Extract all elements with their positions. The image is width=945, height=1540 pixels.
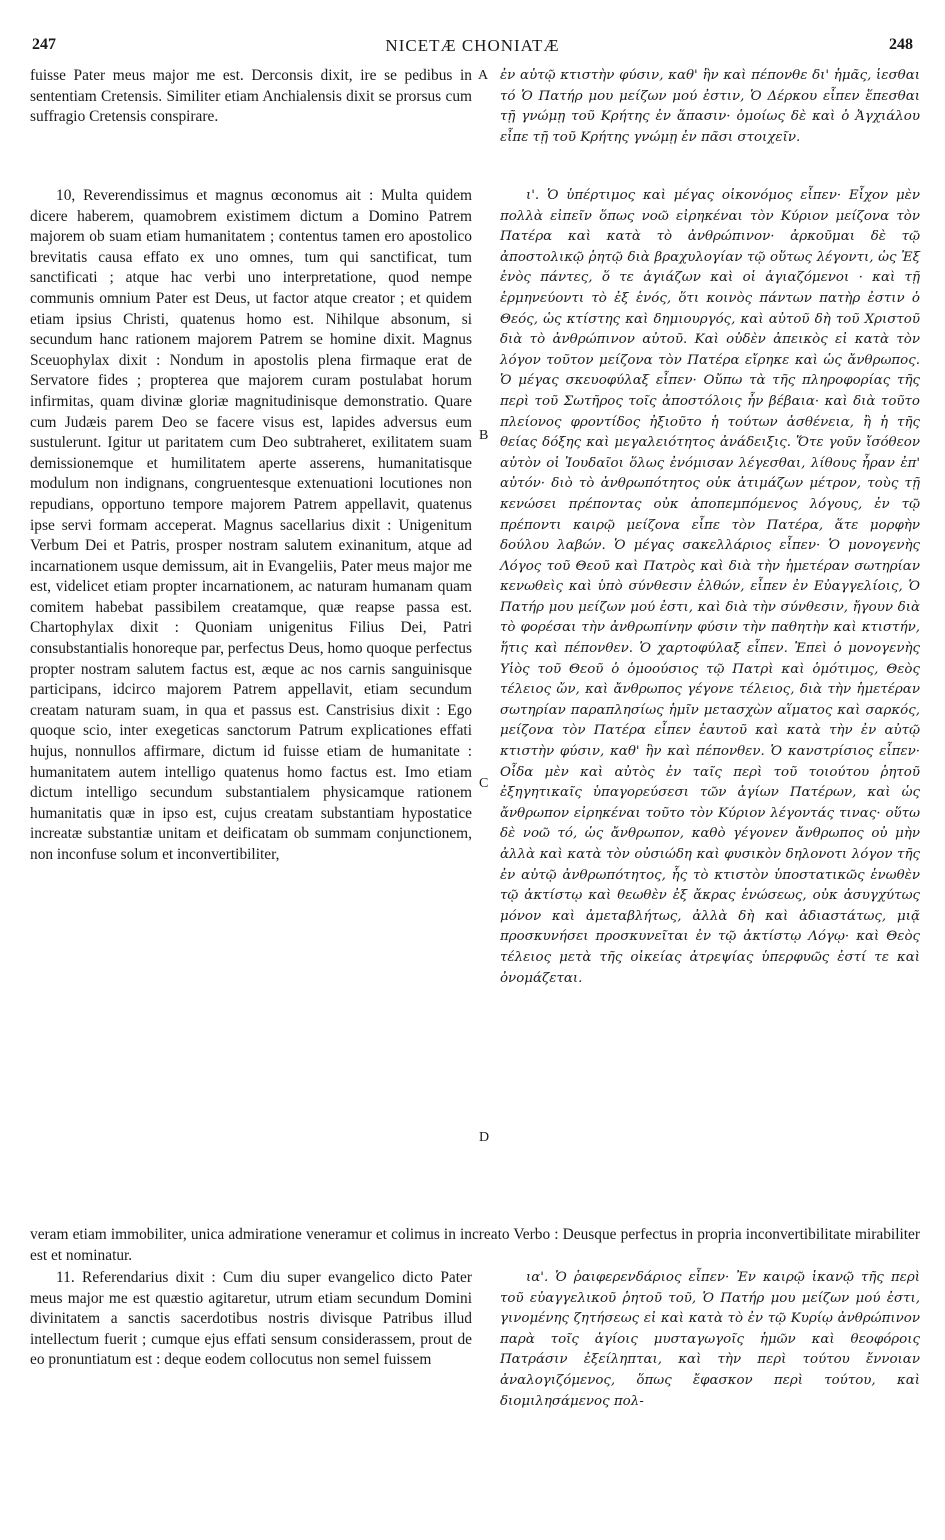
full-width-continuation: veram etiam immobiliter, unica admiratione veneramur et colimus in increato Verbo : Deusque perfectus in propria inconvertibilitate mirabiliter est et nominatur. <box>30 1226 920 1264</box>
margin-marker-b: B <box>479 428 489 443</box>
greek-paragraph-3: ια'. Ὁ ῥαιφερενδάριος εἶπεν· Ἐν καιρῷ ἱκανῷ τῆς περὶ τοῦ εὐαγγελικοῦ ῥητοῦ τοῦ, Ὁ Πατήρ μου μείζων μού ἐστι, γινομένης ζητήσεως εἰ καὶ κατὰ τὸ ἐν τῷ Κυρίῳ ἀνθρώπινον παρὰ τοῖς ἁγίοις μυσταγωγοῖς ἡμῶν καὶ θεοφόροις Πατράσιν ἐξείληπται, καὶ τὴν περὶ τούτου ἔννοιαν ἀναλογιζόμενος, ὅπως ἔφασκον περὶ τούτου, καὶ διομιλησάμενος πολ- <box>500 1270 920 1409</box>
page-header <box>32 36 913 58</box>
greek-paragraph-1: ἐν αὐτῷ κτιστὴν φύσιν, καθ' ἣν καὶ πέπονθε δι' ἡμᾶς, ἱεσθαι τό Ὁ Πατήρ μου μείζων μού ἐστιν, Ὁ Δέρκου εἶπεν ἕπεσθαι τῇ γνώμῃ τοῦ Κρήτης ἐν ἅπασιν· ὁμοίως δὲ καὶ ὁ Ἀγχιάλου εἶπε τῇ τοῦ Κρήτης γνώμῃ ἐν πᾶσι στοιχεῖν. <box>500 68 920 145</box>
margin-marker-a: A <box>478 68 489 83</box>
left-page-number: 247 <box>32 36 56 53</box>
right-page-number: 248 <box>889 36 913 53</box>
margin-marker-d: D <box>479 1130 490 1145</box>
greek-paragraph-2: ι'. Ὁ ὑπέρτιμος καὶ μέγας οἰκονόμος εἶπεν· Εἶχον μὲν πολλὰ εἰπεῖν ὅπως νοῶ εἰρηκέναι τὸν Κύριον μείζονα τὸν Πατέρα καὶ κατὰ τὸ ἀνθρώπινον· ἀρκοῦμαι δὲ τῷ ἀποστολικῷ ῥητῷ διὰ βραχυλογίαν τῷ οὕτως λέγοντι, ὡς Ἐξ ἑνὸς πάντες, ὅ τε ἁγιάζων καὶ οἱ ἁγιαζόμενοι · καὶ τῇ ἑρμηνεύοντι τὸ ἐξ ἑνός, ὅτι κοινὸς πάντων πατὴρ ἐστιν ὁ Θεός, ὡς κτίστης καὶ δημιουργός, καὶ αὐτοῦ δὴ τοῦ Χριστοῦ διὰ τὸ ἀνθρώπινον αὐτοῦ. Καὶ οὐδὲν ἀπεικὸς εἰ κατὰ τὸν λόγον τοῦτον μείζονα τὸν Πατέρα εἴρηκε καὶ ὡς ἄνθρωπος. Ὁ μέγας σκευοφύλαξ εἶπεν· Οὔπω τὰ τῆς πληροφορίας τῆς περὶ τοῦ Σωτῆρος τοῖς ἀποστόλοις ἦν βέβαια· καὶ διὰ τοῦτο πλείονος φροντίδος ἠξιοῦτο ἡ τούτων ἀσθένεια, ἢ ἡ τῆς θείας δόξης καὶ μεγαλειότητος ἀνάδειξις. Ὅτε γοῦν ἴσόθεον αὐτὸν οἱ Ἰουδαῖοι ὅλως ἐνόμισαν λέγεσθαι, λίθους ἦραν ἐπ' αὐτόν· διὸ τὸ ἀνθρωπότητος οὐκ ἀτιμάζων μέτρον, τοὺς τῇ κενώσει πρέποντας οὐκ ἀποπεμπόμενος λόγους, ἐν τῷ πρέποντι καιρῷ μείζονα εἶπε τὸν Πατέρα, ἅτε μορφὴν δούλου λαβών. Ὁ μέγας σακελλάριος εἶπεν· Ὁ μονογενὴς Λόγος τοῦ Θεοῦ καὶ Πατρὸς καὶ διὰ τὴν ἡμετέραν σωτηρίαν κενωθεὶς καὶ ὑπὸ σύνθεσιν ἐλθών, εἶπεν ἐν Εὐαγγελίοις, Ὁ Πατήρ μου μείζων μού ἐστι, καὶ διὰ τὴν σύνθεσιν, ἤγουν διὰ τὸ φορέσαι τὴν ἀνθρωπίνην φύσιν τὴν παθητὴν καὶ κτιστήν, ἥτις καὶ πέπονθεν. Ὁ χαρτοφύλαξ εἶπεν. Ἐπεὶ ὁ μονογενὴς Υἱὸς τοῦ Θεοῦ ὁ ὁμοούσιος τῷ Πατρὶ καὶ ὁμότιμος, Θεὸς τέλειος ὤν, καὶ ἄνθρωπος γέγονε τέλειος, διὰ τὴν ἡμετέραν σωτηρίαν παραπλησίως ἡμῖν μετασχὼν αἵματος καὶ σαρκός, μείζονα τὸν Πατέρα εἶπεν ἑαυτοῦ καὶ κατὰ τὴν ἐν αὐτῷ κτιστὴν φύσιν, καθ' ἣν καὶ πέπονθεν. Ὁ κανστρίσιος εἶπεν· Οἶδα μὲν καὶ αὐτὸς ἐν ταῖς περὶ τοῦ τοιούτου ῥητοῦ ἐξηγητικαῖς ὑπαγορεύσεσι τῶν ἁγίων Πατέρων, καὶ ὡς ἄνθρωπον εἰρηκέναι τοῦτο τὸν Κύριον λέγοντάς τινας· οὕτω δὲ νοῶ τό, ὡς ἄνθρωπον, καθὸ γέγονεν ἄνθρωπος οὐ μὴν ἀλλὰ καὶ κατὰ τὸν οὐσιώδη καὶ φυσικὸν δηλονοτι λόγον τῆς ἐν αὐτῷ ἀνθρωπότητος, ἧς τὸ κτιστὸν ὑποστατικῶς ἑνωθὲν τῷ ἀκτίστῳ καὶ θεωθὲν ἐξ ἄκρας ἑνώσεως, οὐκ ἀσυγχύτως μόνον καὶ ἀμεταβλήτως, ἀλλὰ δὴ καὶ ἀδιαστάτως, μιᾷ προσκυνήσει προσκυνεῖται ἐν τῷ ἀκτίστῳ Λόγῳ· καὶ Θεὸς τέλειος μετὰ τῆς οἰκείας ἀτρεψίας ὑπερφυῶς ἐστί τε καὶ ὀνομάζεται. <box>500 188 920 986</box>
latin-paragraph-2: 10, Reverendissimus et magnus œconomus ait : Multa quidem dicere haberem, quamobrem existimem dictum a Domino Patrem majorem ob suam etiam humanitatem ; contentus tamen ero apostolico brevitatis causa effato ex uno omnes, tum qui sanctificat, tum sanctificati ; atque hac verbi uno interpretatione, quod nempe communis omnium Pater est Deus, ut factor atque creator ; et quidem etiam ipsius Christi, quatenus homo est. Nihilque absonum, si secundum hanc rationem majorem Patrem se homine dixit. Magnus Sceuophylax dixit : Nondum in apostolis plena firmaque erat de Servatore fides ; propterea que majorem curam postulabat horum infirmitas, quam divinæ gloriæ magnitudinisque demonstratio. Quare cum Judæis parem Deo se facere visus est, lapides adversus eum sustulerunt. Igitur ut paritatem cum Deo subtraheret, exilitatem suam demissionemque et humilitatem aperte asserens, humanitatisque modulum non indignans, congruentesque extenuationi locutiones non repudians, opportuno tempore majorem Patrem appellavit, quatenus ipse servi formam acceperat. Magnus sacellarius dixit : Unigenitum Verbum Dei et Patris, prosper nostram salutem exinanitum, atque ad incarnationem usque demissum, ait in Evangeliis, Pater meus major me est, videlicet etiam propter incarnationem, ac naturam humanam quam comitem habebat passibilem creatamque, quæ reapse passa est. Chartophylax dixit : Quoniam unigenitus Filius Dei, Patri consubstantialis honoreque par, perfectus Deus, homo quoque perfectus propter nostram salutem factus est, æque ac nos carnis sanguinisque participans, idcirco majorem Patrem appellavit, etiam secundum creatam naturam suam, in qua et passus est. Canstrisius dixit : Ego quoque scio, inter exegeticas sanctorum Patrum explicationes effati hujus, nonnullos affirmare, dictum id fuisse etiam de humanitate : humanitatem autem intelligo quatenus homo factus est. Imo etiam dictum intelligo secundum substantialem physicamque rationem humanitatis quæ in ipso est, cujus creatam substantiam hypostatice increatæ substantiæ unitam et deificatam ob summam conjunctionem, non inconfuse solum et inconvertibiliter, <box>30 187 472 863</box>
margin-marker-c: C <box>479 776 489 791</box>
latin-paragraph-3: 11. Referendarius dixit : Cum diu super evangelico dicto Pater meus major me est quæstio agitaretur, utrum etiam secundum Domini divinitatem a sanctis sacerdotibus nostris divisque Patribus illud intellectum fuerit ; cumque ejus effati sensum considerassem, prout de eo pronuntiatum est : deque eodem collocutus non semel fuissem <box>30 1269 472 1369</box>
running-title: NICETÆ CHONIATÆ <box>385 36 560 55</box>
latin-paragraph-1: fuisse Pater meus major me est. Derconsis dixit, ire se pedibus in sententiam Cretensis. Similiter etiam Anchialensis dixit se prorsus cum suffragio Cretensis conspirare. <box>30 67 472 126</box>
